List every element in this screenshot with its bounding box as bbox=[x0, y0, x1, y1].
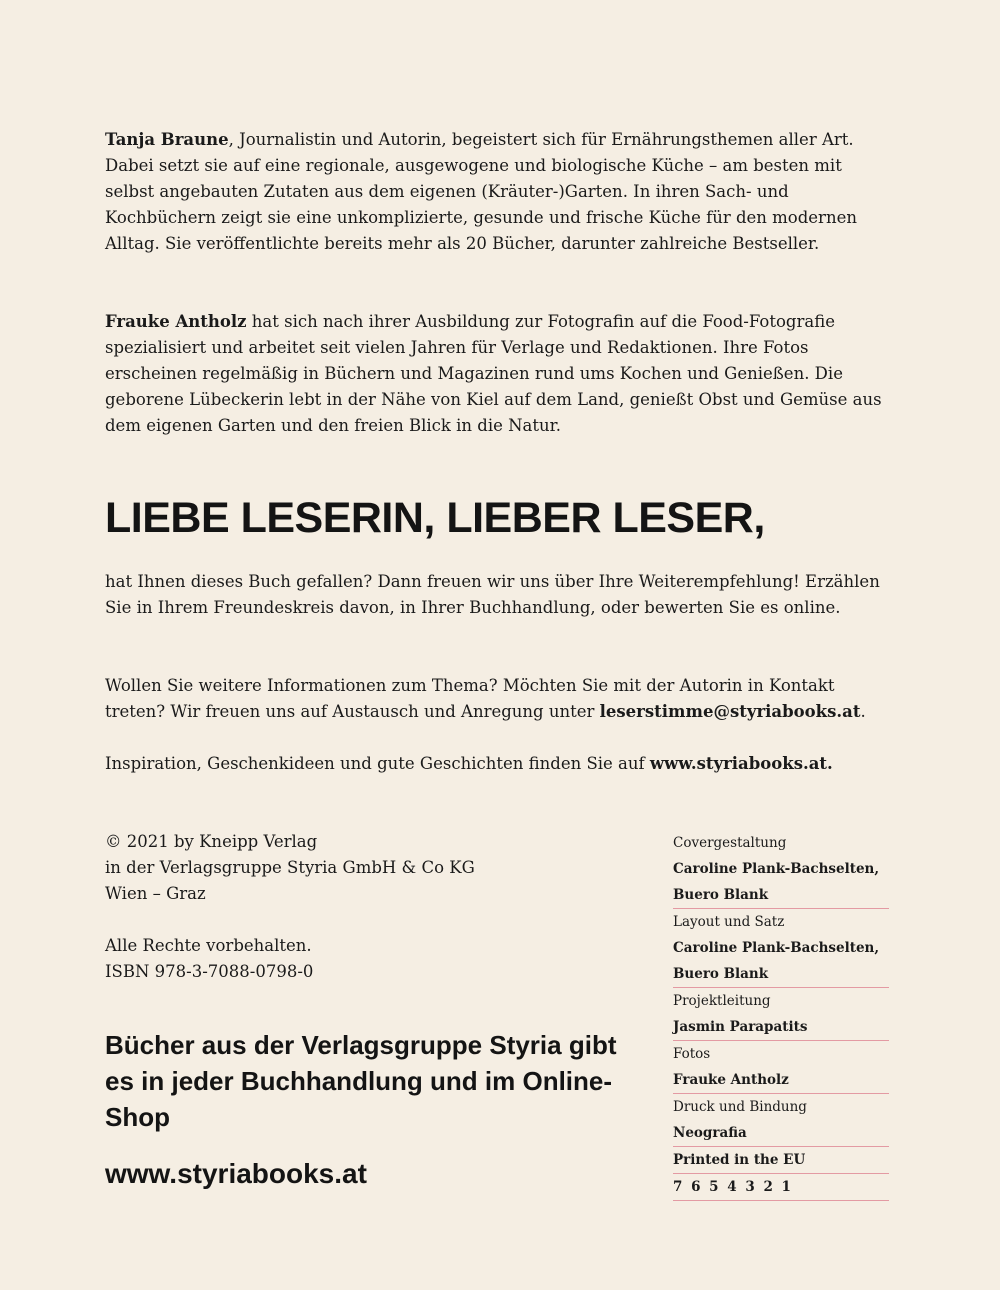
reader-website-link[interactable]: www.styriabooks.at. bbox=[649, 754, 833, 773]
credit-value-project: Jasmin Parapatits bbox=[673, 1014, 889, 1041]
imprint-isbn: ISBN 978-3-7088-0798-0 bbox=[105, 962, 314, 981]
credit-print-run-numbers: 7 6 5 4 3 2 1 bbox=[673, 1174, 889, 1201]
credit-label-photo: Fotos bbox=[673, 1046, 711, 1062]
credit-value-layout: Caroline Plank-Bachselten, bbox=[673, 940, 880, 956]
imprint-rights: Alle Rechte vorbehalten. bbox=[105, 936, 312, 955]
reader-website-paragraph bbox=[105, 751, 895, 777]
credit-label-layout: Layout und Satz bbox=[673, 914, 785, 930]
credit-value-layout-2: Buero Blank bbox=[673, 961, 889, 988]
author-bio-antholz bbox=[105, 309, 895, 439]
reader-heading: LIEBE LESERIN, LIEBER LESER, bbox=[105, 494, 765, 542]
credit-label-project: Projektleitung bbox=[673, 993, 771, 1009]
reader-contact-text: Wollen Sie weitere Informationen zum Thema? Möchten Sie mit der Autorin in Kontakt treten? Wir freuen uns auf Austausch und Anregung unter bbox=[105, 676, 835, 721]
credit-printed-in: Printed in the EU bbox=[673, 1147, 889, 1174]
credit-value-cover-2: Buero Blank bbox=[673, 882, 889, 909]
credit-value-photo: Frauke Antholz bbox=[673, 1067, 889, 1094]
credit-value-cover: Caroline Plank-Bachselten, bbox=[673, 861, 880, 877]
author-name: Frauke Antholz bbox=[105, 312, 247, 331]
imprint-group: in der Verlagsgruppe Styria GmbH & Co KG bbox=[105, 858, 475, 877]
reader-contact-end: . bbox=[860, 702, 866, 721]
author-bio-text: hat sich nach ihrer Ausbildung zur Fotografin auf die Food-Fotografie spezialisiert und arbeitet seit vielen Jahren für Verlage und Redaktionen. Ihre Fotos erscheinen regelmäßig in Büchern und Magazinen rund ums Kochen und Genießen. Die geborene Lübeckerin lebt in der Nähe von Kiel auf dem Land, genießt Obst und Gemüse aus dem eigenen Garten und den freien Blick in die Natur. bbox=[105, 312, 882, 435]
shop-url[interactable]: www.styriabooks.at bbox=[105, 1158, 367, 1189]
credits bbox=[673, 830, 889, 1201]
author-name: Tanja Braune bbox=[105, 130, 229, 149]
reader-paragraph: hat Ihnen dieses Buch gefallen? Dann freuen wir uns über Ihre Weiterempfehlung! Erzählen Sie in Ihrem Freundeskreis davon, in Ihrer Buchhandlung, oder bewerten Sie es online. bbox=[105, 572, 880, 617]
credit-value-print: Neografia bbox=[673, 1120, 889, 1147]
reader-website-text: Inspiration, Geschenkideen und gute Geschichten finden Sie auf bbox=[105, 754, 650, 773]
credit-label-cover: Covergestaltung bbox=[673, 835, 787, 851]
imprint-copyright: © 2021 by Kneipp Verlag bbox=[105, 832, 318, 851]
reader-contact-paragraph bbox=[105, 673, 895, 725]
author-bio-braune bbox=[105, 127, 895, 257]
imprint-cities: Wien – Graz bbox=[105, 884, 206, 903]
author-bio-text: , Journalistin und Autorin, begeistert sich für Ernährungsthemen aller Art. Dabei setzt sie auf eine regionale, ausgewogene und biologische Küche – am besten mit selbst angebauten Zutaten aus dem eigenen (Kräuter-)Garten. In ihren Sach- und Kochbüchern zeigt sie eine unkomplizierte, gesunde und frische Küche für den modernen Alltag. Sie veröffentlichte bereits mehr als 20 Bücher, darunter zahlreiche Bestseller. bbox=[105, 130, 857, 253]
credit-label-print: Druck und Bindung bbox=[673, 1099, 807, 1115]
reader-email-link[interactable]: leserstimme@styriabooks.at bbox=[599, 702, 861, 721]
shop-text: Bücher aus der Verlagsgruppe Styria gibt es in jeder Buchhandlung und im Online-Shop bbox=[105, 1030, 617, 1132]
imprint bbox=[105, 829, 605, 985]
